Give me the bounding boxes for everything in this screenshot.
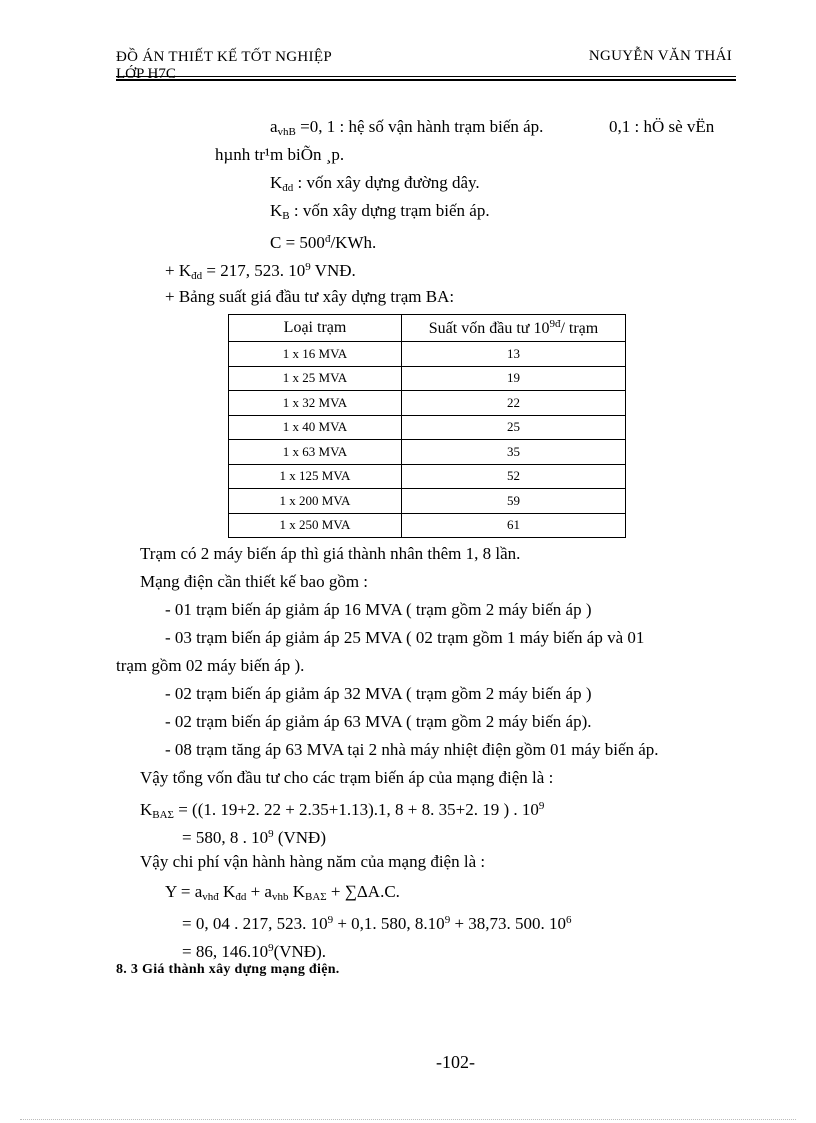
line-kdd: $K_{đd}$ : vốn xây dựng đường dây. [270, 173, 480, 194]
table-cell-type: 1 x 40 MVA [229, 415, 402, 440]
formula-y: $Y = a_{vhđ}$ $K_{đd} + a_{vhb}$ $K_{BA\Sigma} + \sum\Delta A.C$. [165, 882, 400, 903]
header-rule-thin [116, 76, 736, 77]
line-kb: $K_B$ : vốn xây dựng trạm biến áp. [270, 201, 490, 222]
table-cell-type: 1 x 200 MVA [229, 489, 402, 514]
table-row [229, 415, 626, 440]
table-row [229, 342, 626, 367]
line-kdd-value: + $K_{đd} = 217$, 523. $10^9$ VNĐ. [165, 261, 356, 282]
formula-kba-result: = 580, 8 . $10^9$ (VNĐ) [182, 828, 326, 847]
table-cell-value: 13 [402, 342, 626, 367]
para-total-investment: Vậy tổng vốn đầu tư cho các trạm biến áp của mạng điện là : [140, 768, 554, 787]
list-item: - 03 trạm biến áp giảm áp 25 MVA ( 02 trạm gồm 1 máy biến áp và 01 [165, 628, 645, 647]
table-cell-type: 1 x 63 MVA [229, 440, 402, 465]
table-row [229, 489, 626, 514]
list-item: - 01 trạm biến áp giảm áp 16 MVA ( trạm gồm 2 máy biến áp ) [165, 600, 592, 619]
table-cell-type: 1 x 125 MVA [229, 464, 402, 489]
table-cell-value: 59 [402, 489, 626, 514]
table-row [229, 440, 626, 465]
line-table-intro: + Bảng suất giá đầu tư xây dựng trạm BA: [165, 287, 455, 306]
table-row [229, 366, 626, 391]
header-left-title: ĐỒ ÁN THIẾT KẾ TỐT NGHIỆP [116, 49, 332, 65]
table-header-investment: Suất vốn đầu tư $10^{9đ}/$ trạm [402, 315, 626, 342]
table-cell-type: 1 x 25 MVA [229, 366, 402, 391]
line-garbled-1: 0,1 : hÖ sè vËn [609, 117, 715, 136]
investment-table [228, 314, 626, 538]
table-cell-type: 1 x 250 MVA [229, 513, 402, 538]
page-bottom-divider [20, 1119, 796, 1120]
formula-y-expanded: = 0, 04 . 217, 523. $10^9 + 0,1$. 580, $8.10^9 + 38,73$. 500. $10^6$ [182, 914, 572, 933]
list-item: - 08 trạm tăng áp 63 MVA tại 2 nhà máy nhiệt điện gồm 01 máy biến áp. [165, 740, 659, 759]
table-cell-value: 61 [402, 513, 626, 538]
table-row [229, 391, 626, 416]
formula-y-result: = 86, 146.10$^9$(VNĐ). [182, 942, 326, 961]
table-header-type: Loại trạm [229, 315, 402, 342]
list-item: - 02 trạm biến áp giảm áp 32 MVA ( trạm gồm 2 máy biến áp ) [165, 684, 592, 703]
header-author: NGUYỄN VĂN THÁI [588, 48, 732, 64]
para-double-transformer: Trạm có 2 máy biến áp thì giá thành nhân thêm 1, 8 lần. [140, 544, 521, 563]
list-item-continuation: trạm gồm 02 máy biến áp ). [116, 656, 305, 675]
table-cell-value: 19 [402, 366, 626, 391]
table-cell-value: 22 [402, 391, 626, 416]
header-rule-thick [116, 79, 736, 81]
table-row [229, 464, 626, 489]
list-item: - 02 trạm biến áp giảm áp 63 MVA ( trạm gồm 2 máy biến áp). [165, 712, 592, 731]
table-cell-type: 1 x 32 MVA [229, 391, 402, 416]
page-number: -102- [436, 1052, 475, 1072]
para-operating-cost: Vậy chi phí vận hành hàng năm của mạng điện là : [140, 852, 486, 871]
table-header-row [229, 315, 626, 342]
section-heading: 8. 3 Giá thành xây dựng mạng điện. [116, 962, 340, 977]
table-cell-value: 35 [402, 440, 626, 465]
line-avhb: $a_{vhB} =0$, 1 : hệ số vận hành trạm biến áp. [270, 117, 544, 138]
formula-kba: $K_{BA\Sigma} = ((1$. 19+2. 22 + 2.35+1.13).1, 8 + 8. 35+2. 19 ) . $10^9$ [140, 800, 545, 821]
table-cell-value: 25 [402, 415, 626, 440]
line-c: $C = 500^đ$/KWh. [270, 233, 377, 252]
table-cell-type: 1 x 16 MVA [229, 342, 402, 367]
para-network-includes: Mạng điện cần thiết kế bao gồm : [140, 572, 369, 591]
line-garbled-2: hµnh tr¹m biÕn ¸p. [215, 145, 345, 164]
table-row [229, 513, 626, 538]
header-class-label: LỚP H7C [116, 66, 176, 82]
table-cell-value: 52 [402, 464, 626, 489]
